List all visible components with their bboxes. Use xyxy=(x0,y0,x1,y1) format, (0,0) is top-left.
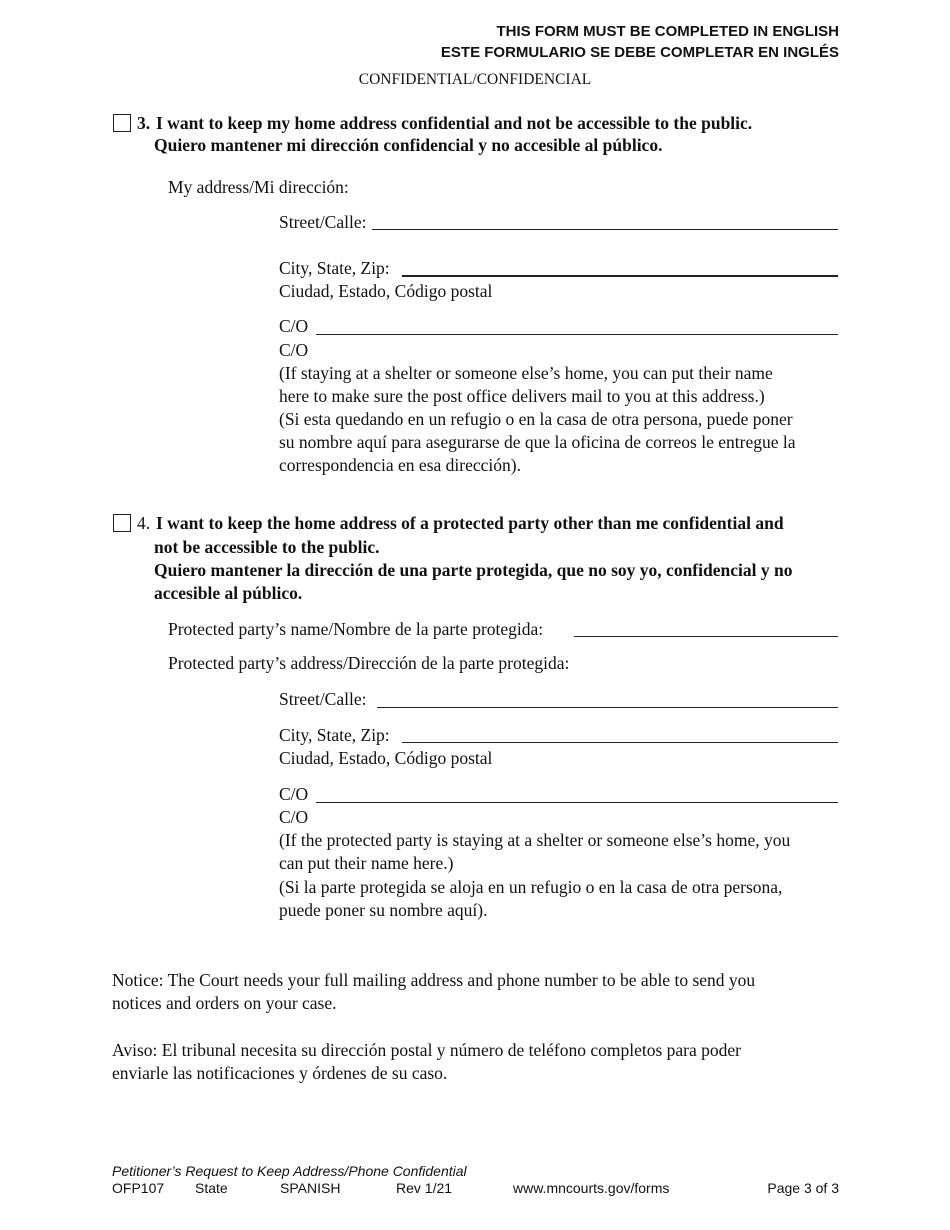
notice-en-1: Notice: The Court needs your full mailing address and phone number to be able to send you xyxy=(112,970,756,990)
section3-city-label-es: Ciudad, Estado, Código postal xyxy=(279,281,493,301)
section4-title-en-2: not be accessible to the public. xyxy=(154,537,380,557)
section4-note-en-1: (If the protected party is staying at a shelter or someone else’s home, you xyxy=(279,830,791,850)
section3-co-label-es: C/O xyxy=(279,340,309,360)
section4-checkbox[interactable] xyxy=(113,514,131,532)
footer-form-id: OFP107 xyxy=(112,1180,165,1196)
section3-co-label: C/O xyxy=(279,316,309,336)
section4-address-label: Protected party’s address/Dirección de la parte protegida: xyxy=(168,653,570,673)
section3-co-field[interactable] xyxy=(316,334,838,335)
section3-title-en: I want to keep my home address confidential and not be accessible to the public. xyxy=(156,113,753,133)
footer-state: State xyxy=(195,1180,228,1196)
section4-name-field[interactable] xyxy=(574,636,838,637)
section3-title-es: Quiero mantener mi dirección confidencial y no accesible al público. xyxy=(154,135,663,155)
section4-co-label: C/O xyxy=(279,784,309,804)
section4-city-label-es: Ciudad, Estado, Código postal xyxy=(279,748,493,768)
section4-city-label: City, State, Zip: xyxy=(279,725,390,745)
section3-street-field[interactable] xyxy=(372,229,838,230)
section3-note-es-2: su nombre aquí para asegurarse de que la oficina de correos le entregue la xyxy=(279,432,796,452)
notice-en-2: notices and orders on your case. xyxy=(112,993,337,1013)
section3-number: 3. xyxy=(137,113,151,133)
header-english-notice xyxy=(441,21,839,63)
section4-street-label: Street/Calle: xyxy=(279,689,367,709)
section3-note-en-1: (If staying at a shelter or someone else’s home, you can put their name xyxy=(279,363,773,383)
section3-address-label: My address/Mi dirección: xyxy=(168,177,349,197)
section4-note-en-2: can put their name here.) xyxy=(279,853,454,873)
section4-street-field[interactable] xyxy=(377,707,838,708)
section3-note-es-3: correspondencia en esa dirección). xyxy=(279,455,521,475)
notice-es-2: enviarle las notificaciones y órdenes de su caso. xyxy=(112,1063,448,1083)
confidential-label: CONFIDENTIAL/CONFIDENCIAL xyxy=(358,71,592,88)
section3-city-label: City, State, Zip: xyxy=(279,258,390,278)
section4-title-es-1: Quiero mantener la dirección de una parte protegida, que no soy yo, confidencial y no xyxy=(154,560,793,580)
footer-form-title: Petitioner’s Request to Keep Address/Phone Confidential xyxy=(112,1163,467,1179)
section3-checkbox[interactable] xyxy=(113,114,131,132)
header-line-spanish: ESTE FORMULARIO SE DEBE COMPLETAR EN INGLÉS xyxy=(440,44,839,61)
section4-co-label-es: C/O xyxy=(279,807,309,827)
section4-co-field[interactable] xyxy=(316,802,838,803)
footer-url: www.mncourts.gov/forms xyxy=(513,1180,670,1196)
section4-note-es-1: (Si la parte protegida se aloja en un refugio o en la casa de otra persona, xyxy=(279,877,783,897)
notice-es-1: Aviso: El tribunal necesita su dirección postal y número de teléfono completos para poder xyxy=(112,1040,742,1060)
section3-note-es-1: (Si esta quedando en un refugio o en la casa de otra persona, puede poner xyxy=(279,409,793,429)
section4-title-es-2: accesible al público. xyxy=(154,583,303,603)
section4-note-es-2: puede poner su nombre aquí). xyxy=(279,900,488,920)
section3-city-field[interactable] xyxy=(402,275,838,277)
footer-page-number: Page 3 of 3 xyxy=(767,1180,839,1196)
section4-city-field[interactable] xyxy=(402,742,838,743)
header-line-english: THIS FORM MUST BE COMPLETED IN ENGLISH xyxy=(496,23,839,40)
footer-language: SPANISH xyxy=(280,1180,341,1196)
section3-street-label: Street/Calle: xyxy=(279,212,367,232)
section4-number: 4. xyxy=(137,513,151,533)
section3-note-en-2: here to make sure the post office delivers mail to you at this address.) xyxy=(279,386,765,406)
footer-revision: Rev 1/21 xyxy=(396,1180,453,1196)
section4-name-label: Protected party’s name/Nombre de la parte protegida: xyxy=(168,619,544,639)
section4-title-en-1: I want to keep the home address of a protected party other than me confidential and xyxy=(156,513,784,533)
